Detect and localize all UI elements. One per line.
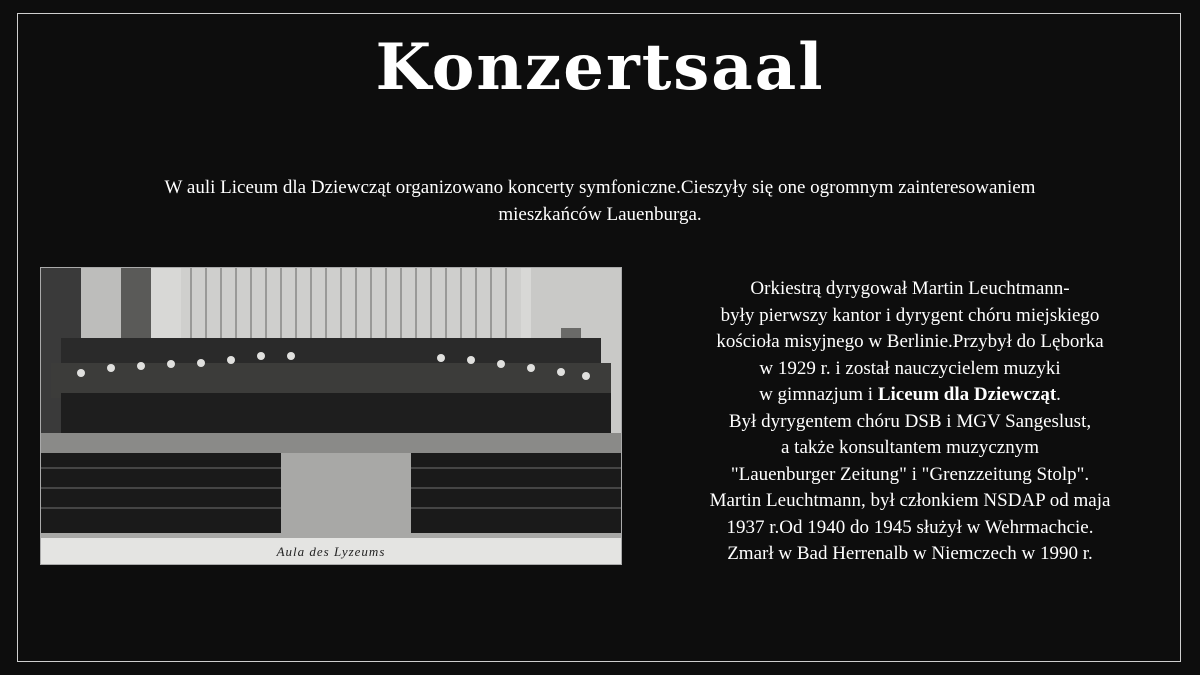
- bio-line: 1937 r.Od 1940 do 1945 służył w Wehrmachcie.: [726, 516, 1094, 538]
- bio-line: Martin Leuchtmann, był członkiem NSDAP od maja: [709, 490, 1111, 511]
- bio-bold-text: Liceum dla Dziewcząt: [877, 384, 1057, 405]
- bio-line: kościoła misyjnego w Berlinie.Przybył do Lęborka: [716, 331, 1104, 352]
- photo-image: [41, 268, 621, 564]
- bio-line: Orkiestrą dyrygował Martin Leuchtmann-: [750, 278, 1070, 299]
- bio-line: były pierwszy kantor i dyrygent chóru miejskiego: [720, 304, 1100, 326]
- bio-text: .: [1056, 384, 1061, 405]
- photo-caption: Aula des Lyzeums: [276, 544, 386, 559]
- bio-line: "Lauenburger Zeitung" i "Grenzzeitung Stolp".: [730, 463, 1090, 485]
- intro-text: [60, 174, 1140, 228]
- bio-line: [650, 382, 1170, 409]
- conductor-bio: [650, 276, 1170, 568]
- intro-line: W auli Liceum dla Dziewcząt organizowano koncerty symfoniczne.Cieszyły się one ogromnym zainteresowaniem: [164, 177, 1036, 198]
- intro-line: mieszkańców Lauenburga.: [498, 204, 702, 225]
- bio-line: w 1929 r. i został nauczycielem muzyki: [759, 357, 1061, 379]
- bio-line: Był dyrygentem chóru DSB i MGV Sangeslust,: [728, 410, 1092, 432]
- bio-text: w gimnazjum i: [759, 384, 878, 405]
- bio-line: a także konsultantem muzycznym: [781, 437, 1039, 458]
- bio-line: Zmarł w Bad Herrenalb w Niemczech w 1990 r.: [727, 543, 1093, 564]
- page-title: Konzertsaal: [375, 30, 825, 105]
- concert-hall-photo: [40, 267, 622, 565]
